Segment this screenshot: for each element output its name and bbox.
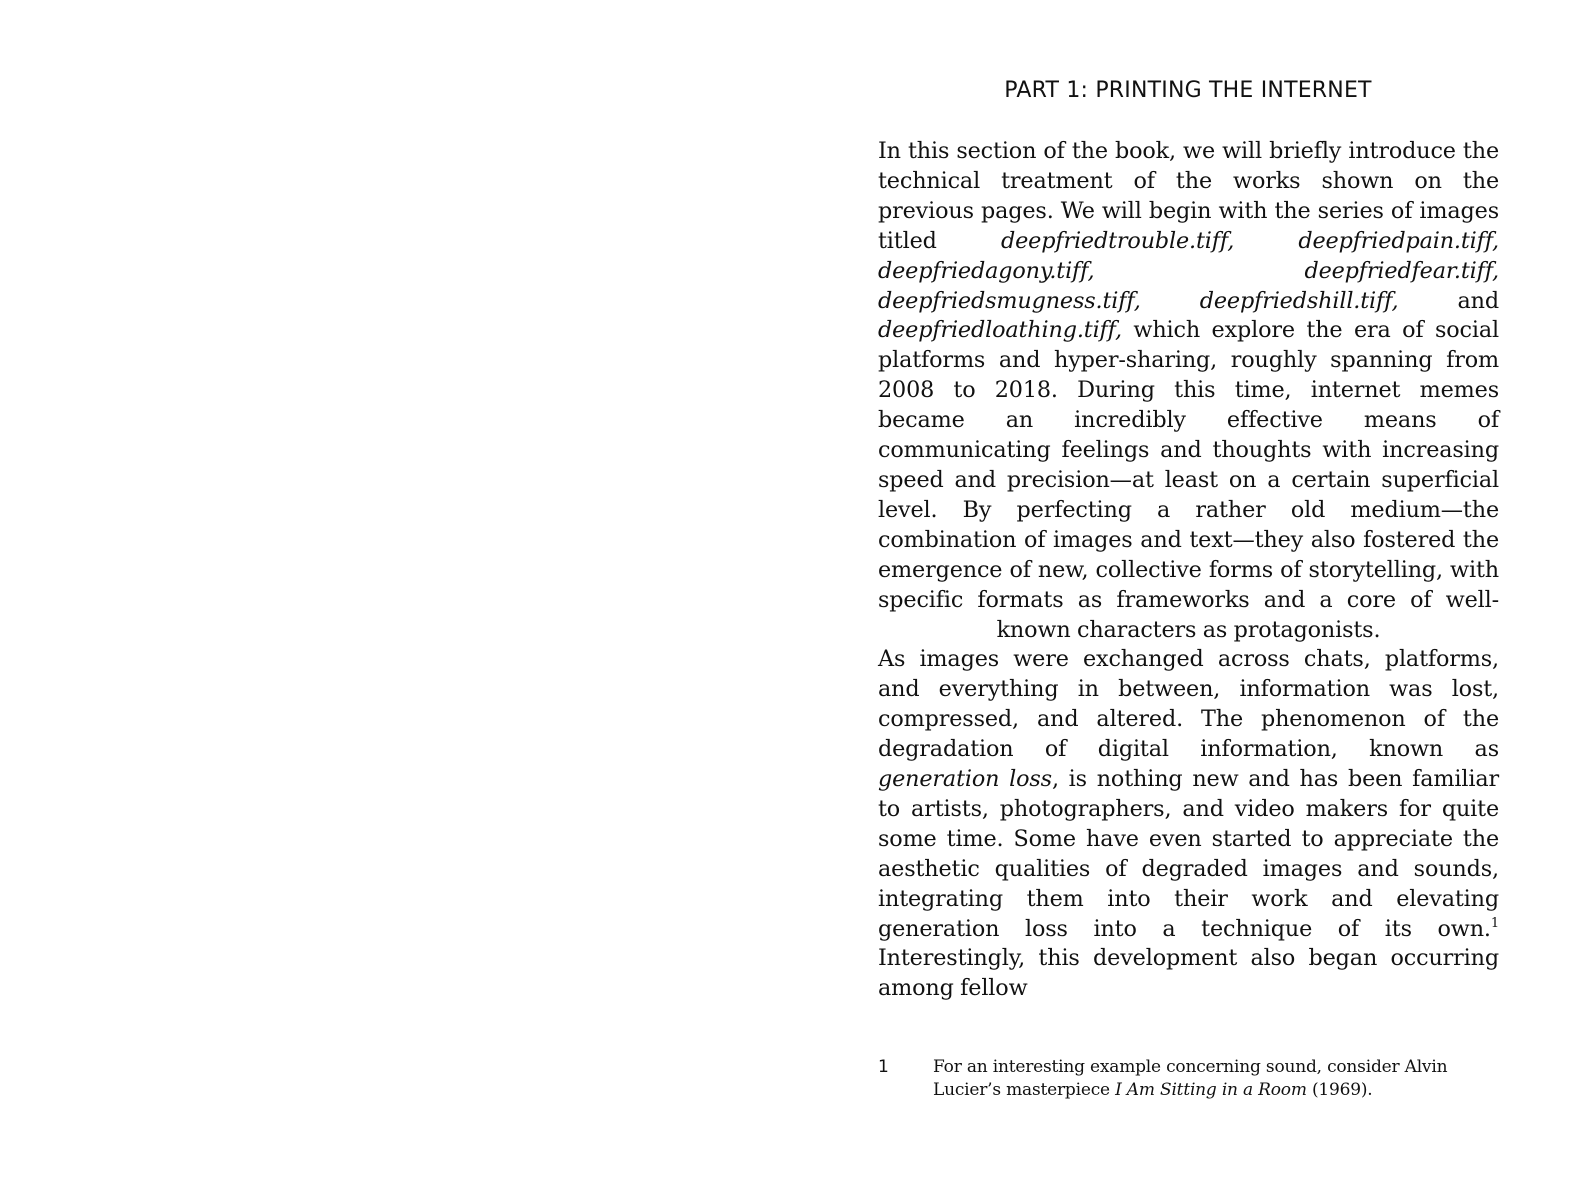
- paragraph-2-part-1: As images were exchanged across chats, platforms, and everything in between, information was lost, compressed, and altered. The phenomenon of the degradation of digital information, known as: [878, 646, 1499, 763]
- footnote-text-after: (1969).: [1306, 1079, 1373, 1100]
- footnote-work-title: I Am Sitting in a Room: [1115, 1079, 1307, 1100]
- paragraph-2-part-3: Interestingly, this development also began occurring among fellow: [878, 945, 1499, 1002]
- paragraph-1-intro: In this section of the book, we will briefly introduce the technical treatment of the works shown on the previous pages. We will begin with the series of images titled: [878, 138, 1499, 254]
- paragraph-1-rest: which explore the era of social platforms and hyper-sharing, roughly spanning from 2008 to 2018. During this time, internet memes became an incredibly effective means of communicating feelings and thoughts with increasing speed and precision—at least on a certain superficial level. By perfecting a rather old medium—the combination of images and text—they also fostered the emergence of new, collective forms of storytelling, with specific formats as frameworks and a core of well-known characters as protagonists.: [878, 317, 1499, 643]
- file-name-italic: deepfriedloathing.tiff,: [878, 317, 1122, 344]
- body-text: [878, 137, 1499, 1004]
- footnote-number: 1: [878, 1057, 889, 1077]
- paragraph-1: [878, 137, 1499, 645]
- conjunction: and: [1398, 287, 1499, 314]
- section-heading: PART 1: PRINTING THE INTERNET: [1004, 78, 1372, 103]
- footnote: [878, 1056, 1499, 1101]
- paragraph-2: [878, 645, 1499, 1004]
- footnote-reference: 1: [1490, 915, 1499, 931]
- file-names-italic: deepfriedtrouble.tiff, deepfriedpain.tiff, deepfriedagony.tiff, deepfriedfear.tiff, deepfriedsmugness.tiff, deepfriedshill.tiff,: [878, 227, 1499, 314]
- footnote-text: [933, 1056, 1499, 1101]
- right-page: [787, 0, 1575, 1181]
- paragraph-2-part-2: , is nothing new and has been familiar to artists, photographers, and video makers for quite some time. Some have even started to appreciate the aesthetic qualities of degraded images and sounds, integrating them into their work and elevating generation loss into a technique of its own.: [878, 766, 1499, 942]
- left-page-blank: [0, 0, 787, 1181]
- term-italic: generation loss: [878, 766, 1052, 793]
- footnote-text-before: For an interesting example concerning sound, consider Alvin Lucier’s masterpiece: [933, 1057, 1448, 1100]
